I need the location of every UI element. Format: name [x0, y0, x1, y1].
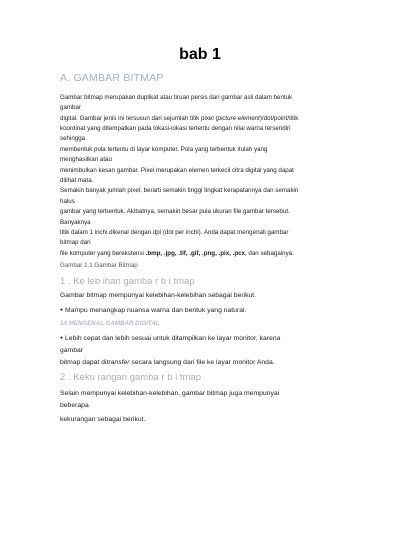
paragraph-line: halus [60, 198, 75, 205]
bold-text: .bmp, .jpg, .tif, .gif, .png, .pix, .pcx [145, 250, 245, 257]
text-run: bitmap dapat di [60, 359, 107, 366]
running-header: 14 MENGENAL GAMBAR DIGITAL [60, 320, 160, 327]
text-run: , dan sebagainya. [244, 250, 294, 257]
paragraph-line [60, 115, 298, 123]
paragraph-line: beberapa [60, 402, 89, 409]
paragraph-line: dilihat mata. [60, 177, 94, 184]
paragraph-line: menghasilkan atau [60, 156, 112, 163]
paragraph-line: titik dalam 1 inchi dikenal dengan dpi (dot per inchi). Anda dapat mengenali gambar [60, 229, 289, 236]
figure-caption: Gambar 1.1 Gambar Bitmap [60, 262, 138, 269]
paragraph-line: Selain mempunyai kelebihan-kelebihan, gambar bitmap juga mempunyai [60, 390, 280, 397]
paragraph-line: Banyaknya [60, 219, 91, 226]
bullet-item: ● Mampu menangkap nuansa warna dan bentuk yang natural. [60, 306, 246, 315]
section-heading-2: 2 . Keku rangan gamba r b i tmap [60, 372, 201, 383]
paragraph-line: bitmap dari [60, 239, 91, 246]
text-run: file komputer yang berekstensi [60, 250, 146, 257]
italic-text: transfer [106, 359, 130, 366]
paragraph-line: gambar yang terbentuk. Akibatnya, semakin besar pula ukuran file gambar tersebut. [60, 208, 290, 215]
section-heading-a: A. GAMBAR BITMAP [60, 72, 164, 84]
text-run: )/dot/point/titik [259, 115, 299, 122]
paragraph-line: sehingga [60, 135, 86, 142]
paragraph-line: kekurangan sebagai berikut. [60, 416, 146, 423]
paragraph-line: Gambar bitmap mempunyai kelebihan-kelebihan sebagai berikut. [60, 292, 257, 299]
text-run: digital. Gambar jenis ini tersusun dari sejumlah titik pixel ( [60, 115, 218, 122]
paragraph-line: Gambar bitmap merupakan duplikat atau tiruan persis dari gambar asli dalam bentuk [60, 94, 293, 101]
paragraph-line: menimbulkan kesan gambar. Pixel merupakan elemen terkecil citra digital yang dapat [60, 167, 294, 174]
paragraph-line: membentuk pola tertentu di layar komputer. Pola yang terbentuk itulah yang [60, 146, 268, 153]
paragraph-line: koordinat yang ditempatkan pada lokasi-lokasi tertentu dengan nilai warna tersendiri [60, 125, 291, 132]
paragraph-line: gambar [60, 104, 81, 111]
paragraph-line [60, 250, 294, 258]
text-run: secara langsung dari file ke layar monitor Anda. [129, 359, 275, 366]
bullet-item: ● Lebih cepat dan lebih sesuai untuk ditampilkan ke layar monitor, karena [60, 334, 280, 343]
paragraph-line: gambar [60, 347, 84, 354]
paragraph-line: Semakin banyak jumlah pixel, berarti semakin tinggi tingkat kerapatannya dan semakin [60, 187, 299, 194]
page-title: bab 1 [179, 46, 221, 63]
paragraph-line [60, 359, 275, 367]
section-heading-1: 1 . Ke leb ihan gamba r b i tmap [60, 276, 195, 287]
italic-text: picture element [217, 115, 260, 122]
